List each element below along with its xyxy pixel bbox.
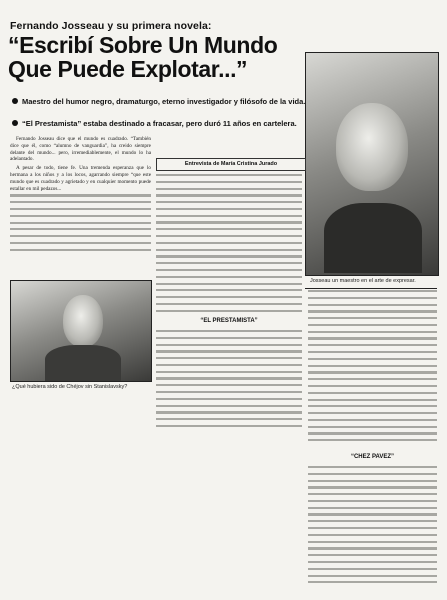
- deck-text: Maestro del humor negro, dramaturgo, eterno investigador y filósofo de la vida.: [22, 97, 306, 106]
- deck-item: [12, 119, 312, 129]
- intro-paragraph: Fernando Josseau dice que el mundo es cuadrado. “También dice que él, como “alumno de vanguardia”, ha creido siempre delante del mundo... pero, irremediablemente, el mundo lo ha adelantado.: [10, 136, 151, 163]
- intro-paragraph: A pesar de todo, tiene fe. Una tremenda esperanza que lo hermana a los niños y a los locos, agarrando siempre “que este mundo que es cuadrado y agrietado y en cualquier momento puede estallar en mil pedazos...: [10, 165, 151, 192]
- intro-column: [10, 136, 151, 272]
- section-heading: “EL PRESTAMISTA”: [200, 318, 258, 324]
- byline: Entrevista de María Cristina Jurado: [156, 158, 306, 171]
- chekov-photo: [10, 280, 152, 382]
- article-kicker: Fernando Josseau y su primera novela:: [10, 20, 212, 32]
- body-text-column: [308, 290, 437, 446]
- chekov-caption: ¿Qué hubiera sido de Chéjov sin Stanislavsky?: [12, 384, 128, 390]
- article-headline: “Escribí Sobre Un Mundo Que Puede Explotar...”: [8, 32, 278, 82]
- portrait-caption: Josseau un maestro en el arte de expresar.: [310, 278, 416, 284]
- deck-text: “El Prestamista” estaba destinado a fracasar, pero duró 11 años en cartelera.: [22, 119, 297, 128]
- author-portrait-photo: [305, 52, 439, 276]
- body-text-column: [156, 330, 302, 432]
- bullet-icon: [12, 98, 18, 104]
- newspaper-page: [8, 18, 439, 594]
- section-heading: “CHEZ PAVEZ”: [350, 454, 395, 460]
- column-divider: [305, 288, 437, 289]
- body-text-column: [156, 174, 302, 316]
- bullet-icon: [12, 120, 18, 126]
- body-text-column: [308, 466, 437, 588]
- deck-item: [12, 97, 312, 107]
